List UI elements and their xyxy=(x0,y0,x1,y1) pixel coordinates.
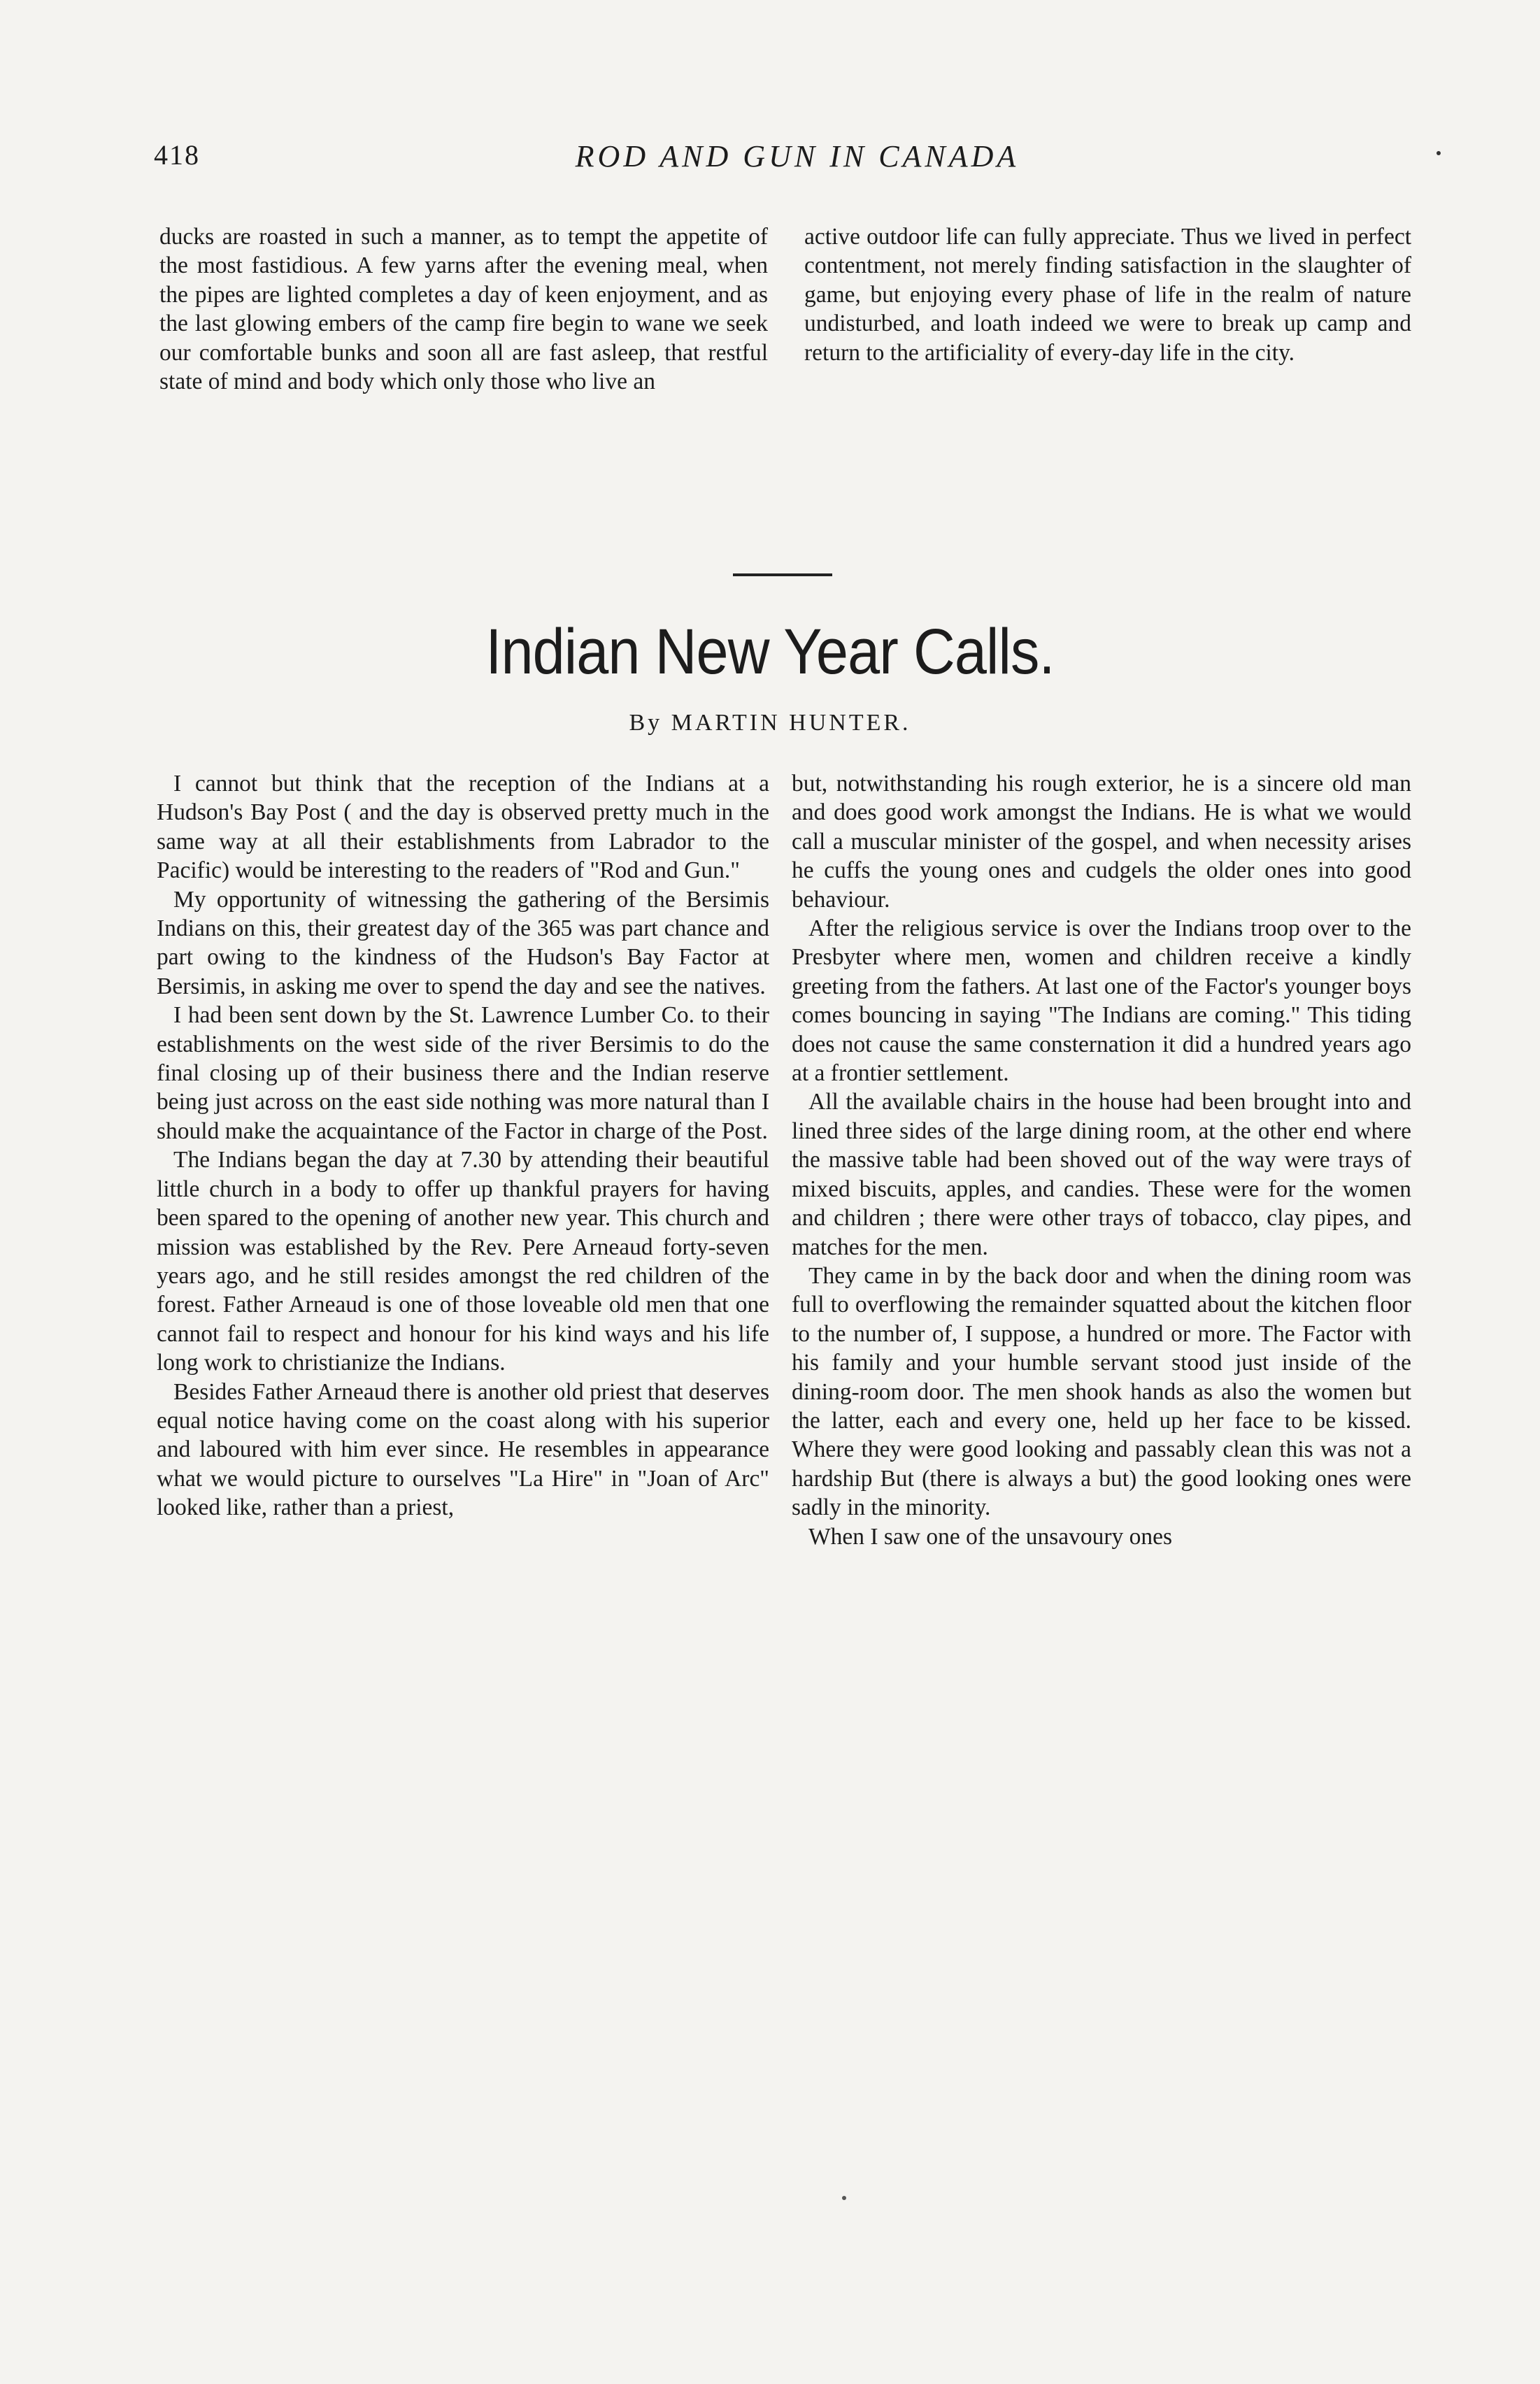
previous-article-left-text: ducks are roasted in such a manner, as to tempt the appetite of the most fastidious. A few yarns after the evening meal, when the pipes are lighted completes a day of keen enjoyment, and as the last glowing embers of the camp fire begin to wane we seek our comfortable bunks and soon all are fast asleep, that restful state of mind and body which only those who live an xyxy=(159,224,768,395)
article-paragraph: Besides Father Arneaud there is another old priest that deserves equal notice having come on the coast along with his superior and laboured with him ever since. He resembles in appearance what we would picture to ourselves "La Hire" in "Joan of Arc" looked like, rather than a priest, xyxy=(157,1378,769,1521)
bottom-speck xyxy=(842,2196,846,2200)
header-speck xyxy=(1436,151,1441,155)
page-header xyxy=(154,138,1441,187)
article-paragraph: My opportunity of witnessing the gathering of the Bersimis Indians on this, their greatest day of the 365 was part chance and part owing to the kindness of the Hudson's Bay Factor at Bersimis, in asking me over to spend the day and see the natives. xyxy=(157,886,769,999)
article-paragraph: All the available chairs in the house had been brought into and lined three sides of the large dining room, at the other end where the massive table had been shoved out of the way were trays of mixed biscuits, apples, and candies. These were for the women and children ; there were other trays of tobacco, clay pipes, and matches for the men. xyxy=(792,1089,1411,1260)
article-left-column xyxy=(157,769,769,1522)
section-divider xyxy=(733,573,832,576)
article-paragraph: I cannot but think that the reception of the Indians at a Hudson's Bay Post ( and the day is observed pretty much in the same way at all their establishments from Labrador to the Pacific) would be interesting to the readers of "Rod and Gun." xyxy=(157,771,769,884)
previous-article-right-column xyxy=(804,222,1411,367)
article-right-column xyxy=(792,769,1411,1551)
page-number: 418 xyxy=(154,139,200,171)
article-paragraph: They came in by the back door and when the dining room was full to overflowing the remainder squatted about the kitchen floor to the number of, I suppose, a hundred or more. The Factor with his family and your humble servant stood just inside of the dining-room door. The men shook hands as also the women but the latter, each and every one, held up her face to be kissed. Where they were good looking and passably clean this was not a hardship But (there is always a but) the good looking ones were sadly in the minority. xyxy=(792,1262,1411,1521)
running-title: ROD AND GUN IN CANADA xyxy=(575,139,1020,173)
article-paragraph: but, notwithstanding his rough exterior, he is a sincere old man and does good work amongst the Indians. He is what we would call a muscular minister of the gospel, and when necessity arises he cuffs the young ones and cudgels the older ones into good behaviour. xyxy=(792,771,1411,913)
article-paragraph: The Indians began the day at 7.30 by attending their beautiful little church in a body to offer up thankful prayers for having been spared to the opening of another new year. This church and mission was established by the Rev. Pere Arneaud forty-seven years ago, and he still resides amongst the red children of the forest. Father Arneaud is one of those loveable old men that one cannot fail to respect and honour for his kind ways and his life long work to christianize the Indians. xyxy=(157,1147,769,1376)
article-byline: By MARTIN HUNTER. xyxy=(629,710,911,736)
article-paragraph: When I saw one of the unsavoury ones xyxy=(808,1523,1173,1550)
article-paragraph: After the religious service is over the Indians troop over to the Presbyter where men, women and children receive a kindly greeting from the fathers. At last one of the Factor's younger boys comes bouncing in saying "The Indians are coming." This tiding does not cause the same consternation it did a hundred years ago at a frontier settlement. xyxy=(792,915,1411,1087)
previous-article-right-text: active outdoor life can fully appreciate. Thus we lived in perfect contentment, not merely finding satisfaction in the slaughter of game, but enjoying every phase of life in the realm of nature undisturbed, and loath indeed we were to break up camp and return to the artificiality of every-day life in the city. xyxy=(804,224,1411,366)
article-paragraph: I had been sent down by the St. Lawrence Lumber Co. to their establishments on the west side of the river Bersimis to do the final closing up of their business there and the Indian reserve being just across on the east side nothing was more natural than I should make the acquaintance of the Factor in charge of the Post. xyxy=(157,1002,769,1144)
article-title: Indian New Year Calls. xyxy=(485,616,1055,687)
previous-article-left-column xyxy=(159,222,768,396)
